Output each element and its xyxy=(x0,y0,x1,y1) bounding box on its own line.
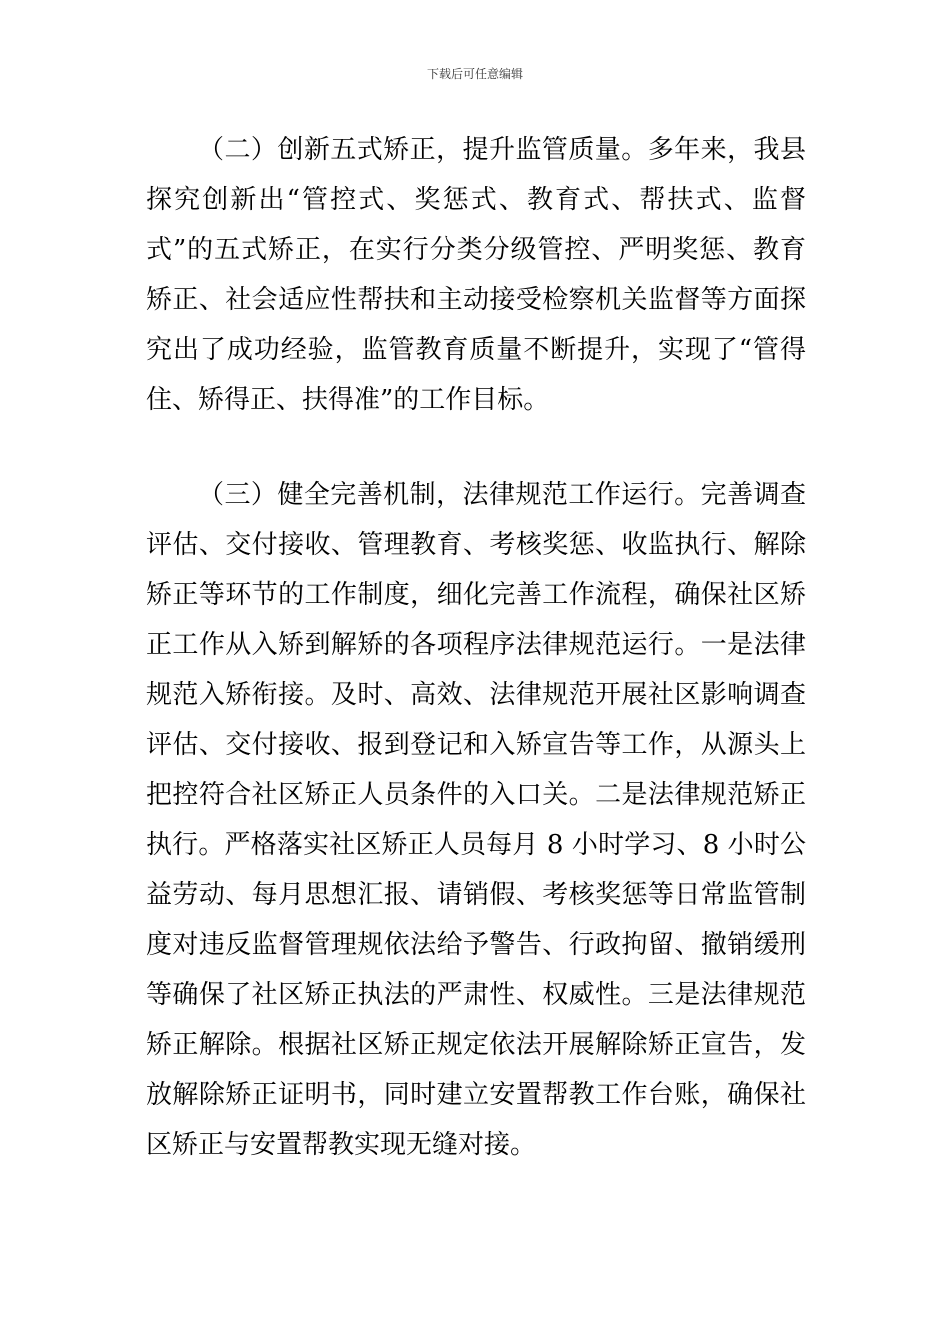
header-note: 下载后可任意编辑 xyxy=(426,67,523,81)
paragraph-section-3 xyxy=(146,470,806,1170)
paragraph-text: （二）创新五式矫正，提升监管质量。多年来，我县探究创新出“管控式、奖惩式、教育式、帮扶式、监督式”的五式矫正，在实行分类分级管控、严明奖惩、教育矫正、社会适应性帮扶和主动接受检察机关监督等方面探究出了成功经验，监管教育质量不断提升，实现了“管得住、矫得正、扶得准”的工作目标。 xyxy=(146,135,806,415)
paragraph-text: （三）健全完善机制，法律规范工作运行。完善调查评估、交付接收、管理教育、考核奖惩、收监执行、解除矫正等环节的工作制度，细化完善工作流程，确保社区矫正工作从入矫到解矫的各项程序法律规范运行。一是法律规范入矫衔接。及时、高效、法律规范开展社区影响调查评估、交付接收、报到登记和入矫宣告等工作，从源头上把控符合社区矫正人员条件的入口关。二是法律规范矫正执行。严格落实社区矫正人员每月 8 小时学习、8 小时公益劳动、每月思想汇报、请销假、考核奖惩等日常监管制度对违反监督管理规依法给予警告、行政拘留、撤销缓刑等确保了社区矫正执法的严肃性、权威性。三是法律规范矫正解除。根据社区矫正规定依法开展解除矫正宣告，发放解除矫正证明书，同时建立安置帮教工作台账，确保社区矫正与安置帮教实现无缝对接。 xyxy=(146,480,806,1160)
paragraph-section-2 xyxy=(146,125,806,425)
